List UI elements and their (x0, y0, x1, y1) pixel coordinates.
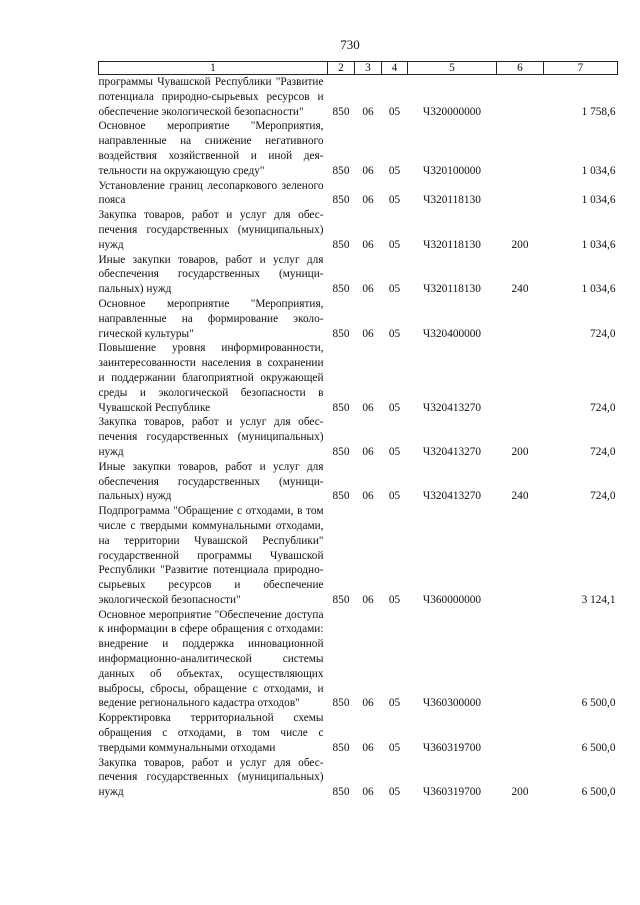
row-name-cell: Основное мероприятие "Мероприятия, направленные на формирование экологической культуры" (98, 297, 324, 340)
row-amount-cell: 724,0 (590, 445, 616, 458)
table-row (99, 119, 618, 178)
row-code-cell: 06 (362, 194, 374, 207)
header-cell: 5 (408, 62, 497, 75)
row-code-cell: 850 (332, 105, 350, 118)
row-amount-cell: 724,0 (590, 401, 616, 414)
table-row (99, 179, 618, 209)
row-amount-cell: 1 034,6 (581, 194, 616, 207)
row-name-cell: Установление границ лесопаркового зеленого пояса (98, 179, 324, 207)
row-code-cell: 05 (388, 105, 401, 118)
row-code-cell: Ч320413270 (422, 401, 482, 414)
row-code-cell: 06 (362, 741, 374, 754)
row-code-cell: 850 (332, 697, 350, 710)
row-code-cell: 06 (362, 593, 374, 606)
row-name-cell: Повышение уровня информированности, заинтересованности населения в сохранении и поддержании благоприятной окружающей среды и экологической безопасности в Чувашской Республике (98, 342, 324, 414)
row-code-cell: 06 (362, 401, 374, 414)
table-row (99, 415, 618, 459)
header-cell: 7 (544, 62, 618, 75)
row-code-cell: 850 (332, 401, 350, 414)
row-code-cell (497, 608, 544, 712)
header-cell: 3 (355, 62, 382, 75)
row-code-cell: 06 (362, 786, 374, 799)
row-code-cell: 06 (362, 238, 374, 251)
row-code-cell: 850 (332, 445, 350, 458)
row-code-cell: 240 (511, 490, 529, 503)
row-code-cell: 200 (511, 786, 529, 799)
row-code-cell (497, 119, 544, 178)
table-header (99, 62, 618, 75)
row-name-cell: Иные закупки товаров, работ и услуг для обеспечения государственных (муниципальных) нужд (98, 253, 324, 296)
row-code-cell (497, 341, 544, 415)
row-code-cell: Ч360319700 (422, 741, 482, 754)
row-amount-cell: 724,0 (590, 490, 616, 503)
row-amount-cell: 1 034,6 (581, 164, 616, 177)
row-code-cell: 06 (362, 445, 374, 458)
row-code-cell: Ч320118130 (423, 238, 481, 251)
row-name-cell: Закупка товаров, работ и услуг для обеспечения государственных (муниципальных) нужд (98, 416, 324, 458)
row-code-cell: Ч360319700 (422, 786, 482, 799)
row-code-cell: Ч320100000 (422, 164, 482, 177)
row-code-cell: 850 (332, 786, 350, 799)
table-row (99, 756, 618, 800)
row-code-cell: 850 (332, 741, 350, 754)
row-code-cell: 850 (332, 327, 350, 340)
row-name-cell: программы Чувашской Республики "Развитие потенциала природно-сырьевых ресурсов и обеспечение экологической безопасности" (98, 76, 324, 118)
row-code-cell: 240 (511, 283, 529, 296)
row-name-cell: Подпрограмма "Обращение с отходами, в том числе с твердыми коммунальными отходами, на территории Чувашской Республики" государственной программы Чувашской Республики "Развитие потенциала природно-сырьевых ресурсов и обеспечение экологической безопасности" (98, 505, 324, 606)
row-code-cell: 06 (362, 105, 374, 118)
row-code-cell: 05 (388, 194, 401, 207)
row-amount-cell: 1 034,6 (581, 238, 616, 251)
row-code-cell: 05 (388, 490, 401, 503)
row-code-cell: Ч320413270 (422, 490, 482, 503)
table-row (99, 208, 618, 252)
page-number: 730 (340, 37, 360, 52)
row-code-cell: 850 (332, 283, 350, 296)
row-code-cell: 06 (362, 283, 374, 296)
table-row (99, 297, 618, 341)
row-code-cell: 05 (388, 593, 401, 606)
row-code-cell: 850 (332, 490, 350, 503)
row-code-cell: Ч320118130 (423, 194, 481, 207)
table-row (99, 504, 618, 608)
row-name-cell: Корректировка территориальной схемы обращения с отходами, в том числе с твердыми коммунальными отходами (98, 712, 324, 754)
table-row (99, 75, 618, 120)
row-name-cell: Закупка товаров, работ и услуг для обеспечения государственных (муниципальных) нужд (98, 209, 324, 251)
row-code-cell: 05 (388, 697, 401, 710)
header-cell: 2 (328, 62, 355, 75)
row-code-cell: 06 (362, 697, 374, 710)
row-amount-cell: 6 500,0 (581, 697, 616, 710)
row-code-cell (497, 711, 544, 755)
table-body (99, 75, 618, 801)
row-name-cell: Основное мероприятие "Мероприятия, направленные на снижение негативного воздействия хозяйственной и иной деятельности на окружающую среду" (98, 120, 324, 177)
row-amount-cell: 1 034,6 (581, 283, 616, 296)
row-code-cell (497, 179, 544, 209)
row-amount-cell: 6 500,0 (581, 741, 616, 754)
row-amount-cell: 1 758,6 (581, 105, 616, 118)
row-code-cell: 200 (511, 445, 529, 458)
table-row (99, 341, 618, 415)
table-row (99, 608, 618, 712)
row-code-cell: 06 (362, 490, 374, 503)
row-amount-cell: 724,0 (590, 327, 616, 340)
row-name-cell: Основное мероприятие "Обеспечение доступа к информации в сфере обращения с отходами: внедрение и поддержка инновационной информационно-аналитической системы данных об объектах, осуществляющих выбросы, сбросы, обращение с отходами, и ведение регионального кадастра отходов" (98, 608, 324, 710)
row-code-cell: 06 (362, 327, 374, 340)
header-cell: 6 (497, 62, 544, 75)
row-code-cell (497, 75, 544, 120)
row-code-cell: 850 (332, 194, 350, 207)
row-code-cell: Ч320413270 (422, 445, 482, 458)
row-code-cell: 05 (388, 327, 401, 340)
row-code-cell: Ч360300000 (422, 697, 482, 710)
budget-table (98, 61, 618, 800)
row-code-cell (497, 504, 544, 608)
row-code-cell: Ч320118130 (423, 283, 481, 296)
row-amount-cell: 3 124,1 (581, 593, 616, 606)
row-code-cell: 850 (332, 238, 350, 251)
table-row (99, 253, 618, 297)
row-code-cell: 06 (362, 164, 374, 177)
header-cell: 1 (99, 62, 328, 75)
row-code-cell: Ч320000000 (422, 105, 482, 118)
row-code-cell: 200 (511, 238, 529, 251)
row-code-cell: 850 (332, 164, 350, 177)
row-code-cell: 05 (388, 445, 401, 458)
row-name-cell: Иные закупки товаров, работ и услуг для обеспечения государственных (муниципальных) нужд (98, 460, 324, 503)
row-code-cell: 05 (388, 401, 401, 414)
row-code-cell: 05 (388, 741, 401, 754)
row-code-cell: 05 (388, 164, 401, 177)
header-cell: 4 (382, 62, 408, 75)
row-code-cell: 05 (388, 238, 401, 251)
table-row (99, 460, 618, 504)
row-amount-cell: 6 500,0 (581, 786, 616, 799)
row-code-cell: Ч360000000 (422, 593, 482, 606)
row-code-cell (497, 297, 544, 341)
table-row (99, 711, 618, 755)
row-code-cell: 05 (388, 283, 401, 296)
row-code-cell: 850 (332, 593, 350, 606)
row-code-cell: Ч320400000 (422, 327, 482, 340)
row-code-cell: 05 (388, 786, 401, 799)
row-name-cell: Закупка товаров, работ и услуг для обеспечения государственных (муниципальных) нужд (98, 756, 324, 799)
